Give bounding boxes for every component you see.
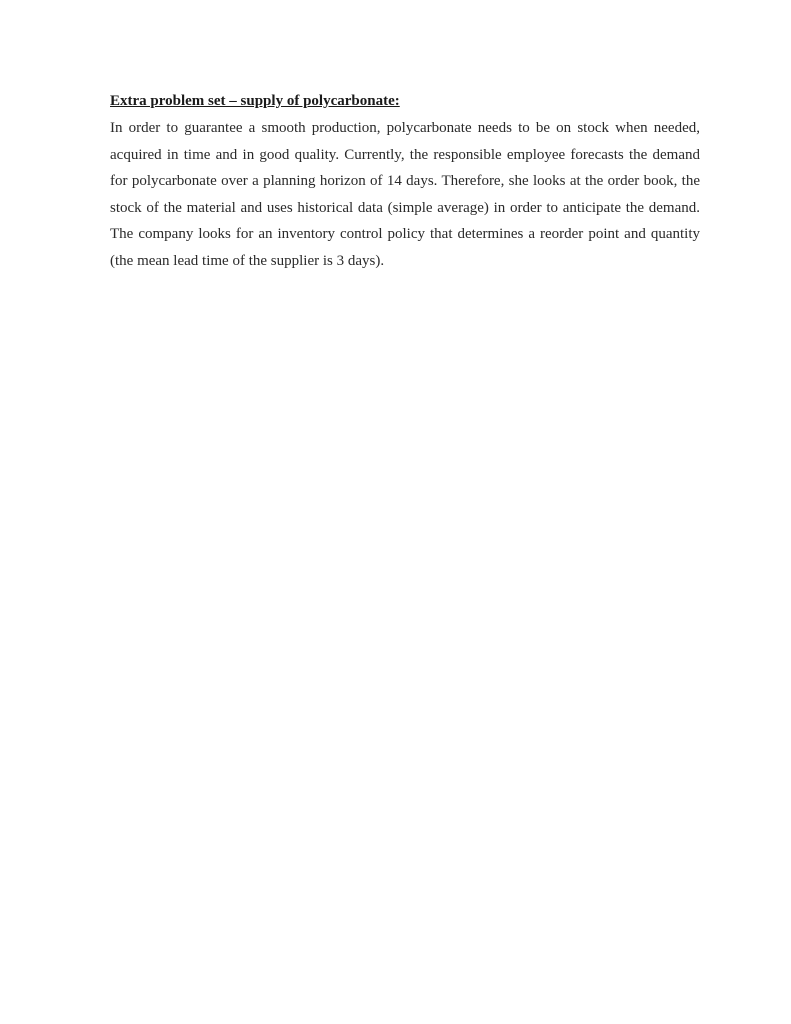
document-content: [110, 90, 700, 274]
problem-paragraph: In order to guarantee a smooth production, polycarbonate needs to be on stock when needed, acquired in time and in good quality. Currently, the responsible employee forecasts the demand for polycarbonate over a planning horizon of 14 days. Therefore, she looks at the order book, the stock of the material and uses historical data (simple average) in order to anticipate the demand. The company looks for an inventory control policy that determines a reorder point and quantity (the mean lead time of the supplier is 3 days).: [110, 120, 700, 269]
problem-heading: Extra problem set – supply of polycarbonate:: [110, 93, 400, 109]
